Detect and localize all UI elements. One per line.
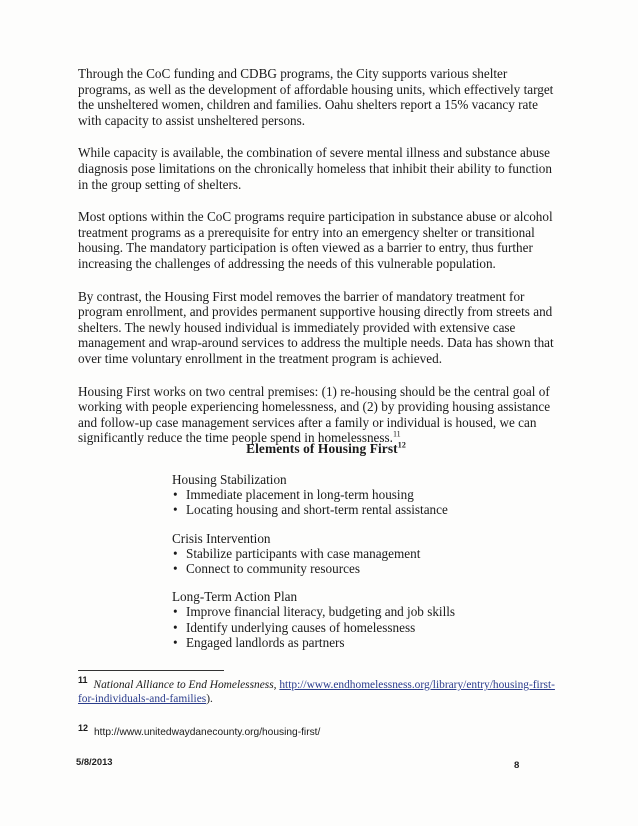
group-title: Crisis Intervention (172, 530, 271, 546)
bullet-list (172, 604, 532, 650)
footnote-number: 11 (78, 675, 88, 686)
footnote-divider (78, 670, 224, 671)
bullet-icon: • (173, 561, 178, 577)
list-item: • Improve financial literacy, budgeting and job skills (173, 604, 456, 620)
list-item: • Engaged landlords as partners (173, 634, 345, 650)
footnotes (78, 675, 558, 760)
footnote-link[interactable]: http://www.endhomelessness.org/library/entry/housing-first-for-individuals-and-families (78, 679, 555, 705)
group-title: Housing Stabilization (172, 472, 287, 487)
list-item: • Locating housing and short-term rental assistance (173, 502, 448, 518)
group-housing-stabilization (172, 472, 532, 518)
footnote-ref-12: 12 (397, 440, 406, 450)
body-text (78, 66, 562, 463)
list-item: • Immediate placement in long-term housing (173, 487, 414, 503)
footnote-url: http://www.unitedwaydanecounty.org/housing-first/ (94, 727, 321, 738)
heading-wrapper (246, 441, 406, 456)
page-number: 8 (514, 760, 520, 771)
bullet-icon: • (173, 619, 178, 635)
list-item: • Connect to community resources (173, 561, 360, 577)
group-title: Long-Term Action Plan (172, 589, 298, 605)
list-item: • Identify underlying causes of homelessness (173, 619, 416, 635)
list-item: • Stabilize participants with case management (173, 545, 421, 561)
bullet-icon: • (173, 634, 178, 650)
paragraph-central-premises: Housing First works on two central premises: (1) re-housing should be the central goal of working with people experiencing homelessness, and (2) by providing housing assistance and follow-up case management services after a family or individual is housed, we can significantly reduce the time people spend in homelessness.$^{11}$ (78, 383, 551, 446)
bullet-list (172, 487, 532, 517)
bullet-icon: • (173, 502, 178, 518)
paragraph-capacity: While capacity is available, the combination of severe mental illness and substance abuse diagnosis pose limitations on the chronically homeless that inhibit their ability to function in the group setting of shelters. (78, 145, 552, 192)
elements-list (172, 472, 532, 663)
footer-date: 5/8/2013 (76, 756, 113, 767)
bullet-icon: • (173, 487, 178, 503)
bullet-icon: • (173, 545, 178, 561)
heading-text: Elements of Housing First (246, 441, 398, 456)
bullet-list (172, 546, 532, 576)
group-long-term-action-plan (172, 589, 532, 650)
section-heading (0, 441, 638, 457)
footnote-11 (78, 675, 558, 706)
group-crisis-intervention (172, 531, 532, 577)
paragraph-coc-options: Most options within the CoC programs require participation in substance abuse or alcohol treatment programs as a prerequisite for entry into an emergency shelter or transitional housing. The mandatory participation is often viewed as a barrier to entry, thus further increasing the challenges of addressing the needs of this vulnerable population. (78, 209, 553, 271)
bullet-icon: • (173, 604, 178, 620)
footnote-12 (78, 722, 558, 740)
footnote-tail: ). (206, 693, 213, 705)
paragraph-housing-first-model: By contrast, the Housing First model removes the barrier of mandatory treatment for program enrollment, and provides permanent supportive housing directly from streets and shelters. The newly housed individual is immediately provided with extensive case management and wrap-around services to address the multiple needs. Data has shown that over time voluntary enrollment in the treatment program is achieved. (78, 288, 554, 366)
footnote-number: 12 (78, 722, 89, 733)
footnote-ref-11: 11 (392, 429, 401, 439)
paragraph-shelter-programs: Through the CoC funding and CDBG programs, the City supports various shelter programs, as well as the development of affordable housing units, which effectively target the unsheltered women, children and families. Oahu shelters report a 15% vacancy rate with capacity to assist unsheltered persons. (78, 66, 554, 128)
footnote-source: National Alliance to End Homelessness, (93, 679, 277, 691)
